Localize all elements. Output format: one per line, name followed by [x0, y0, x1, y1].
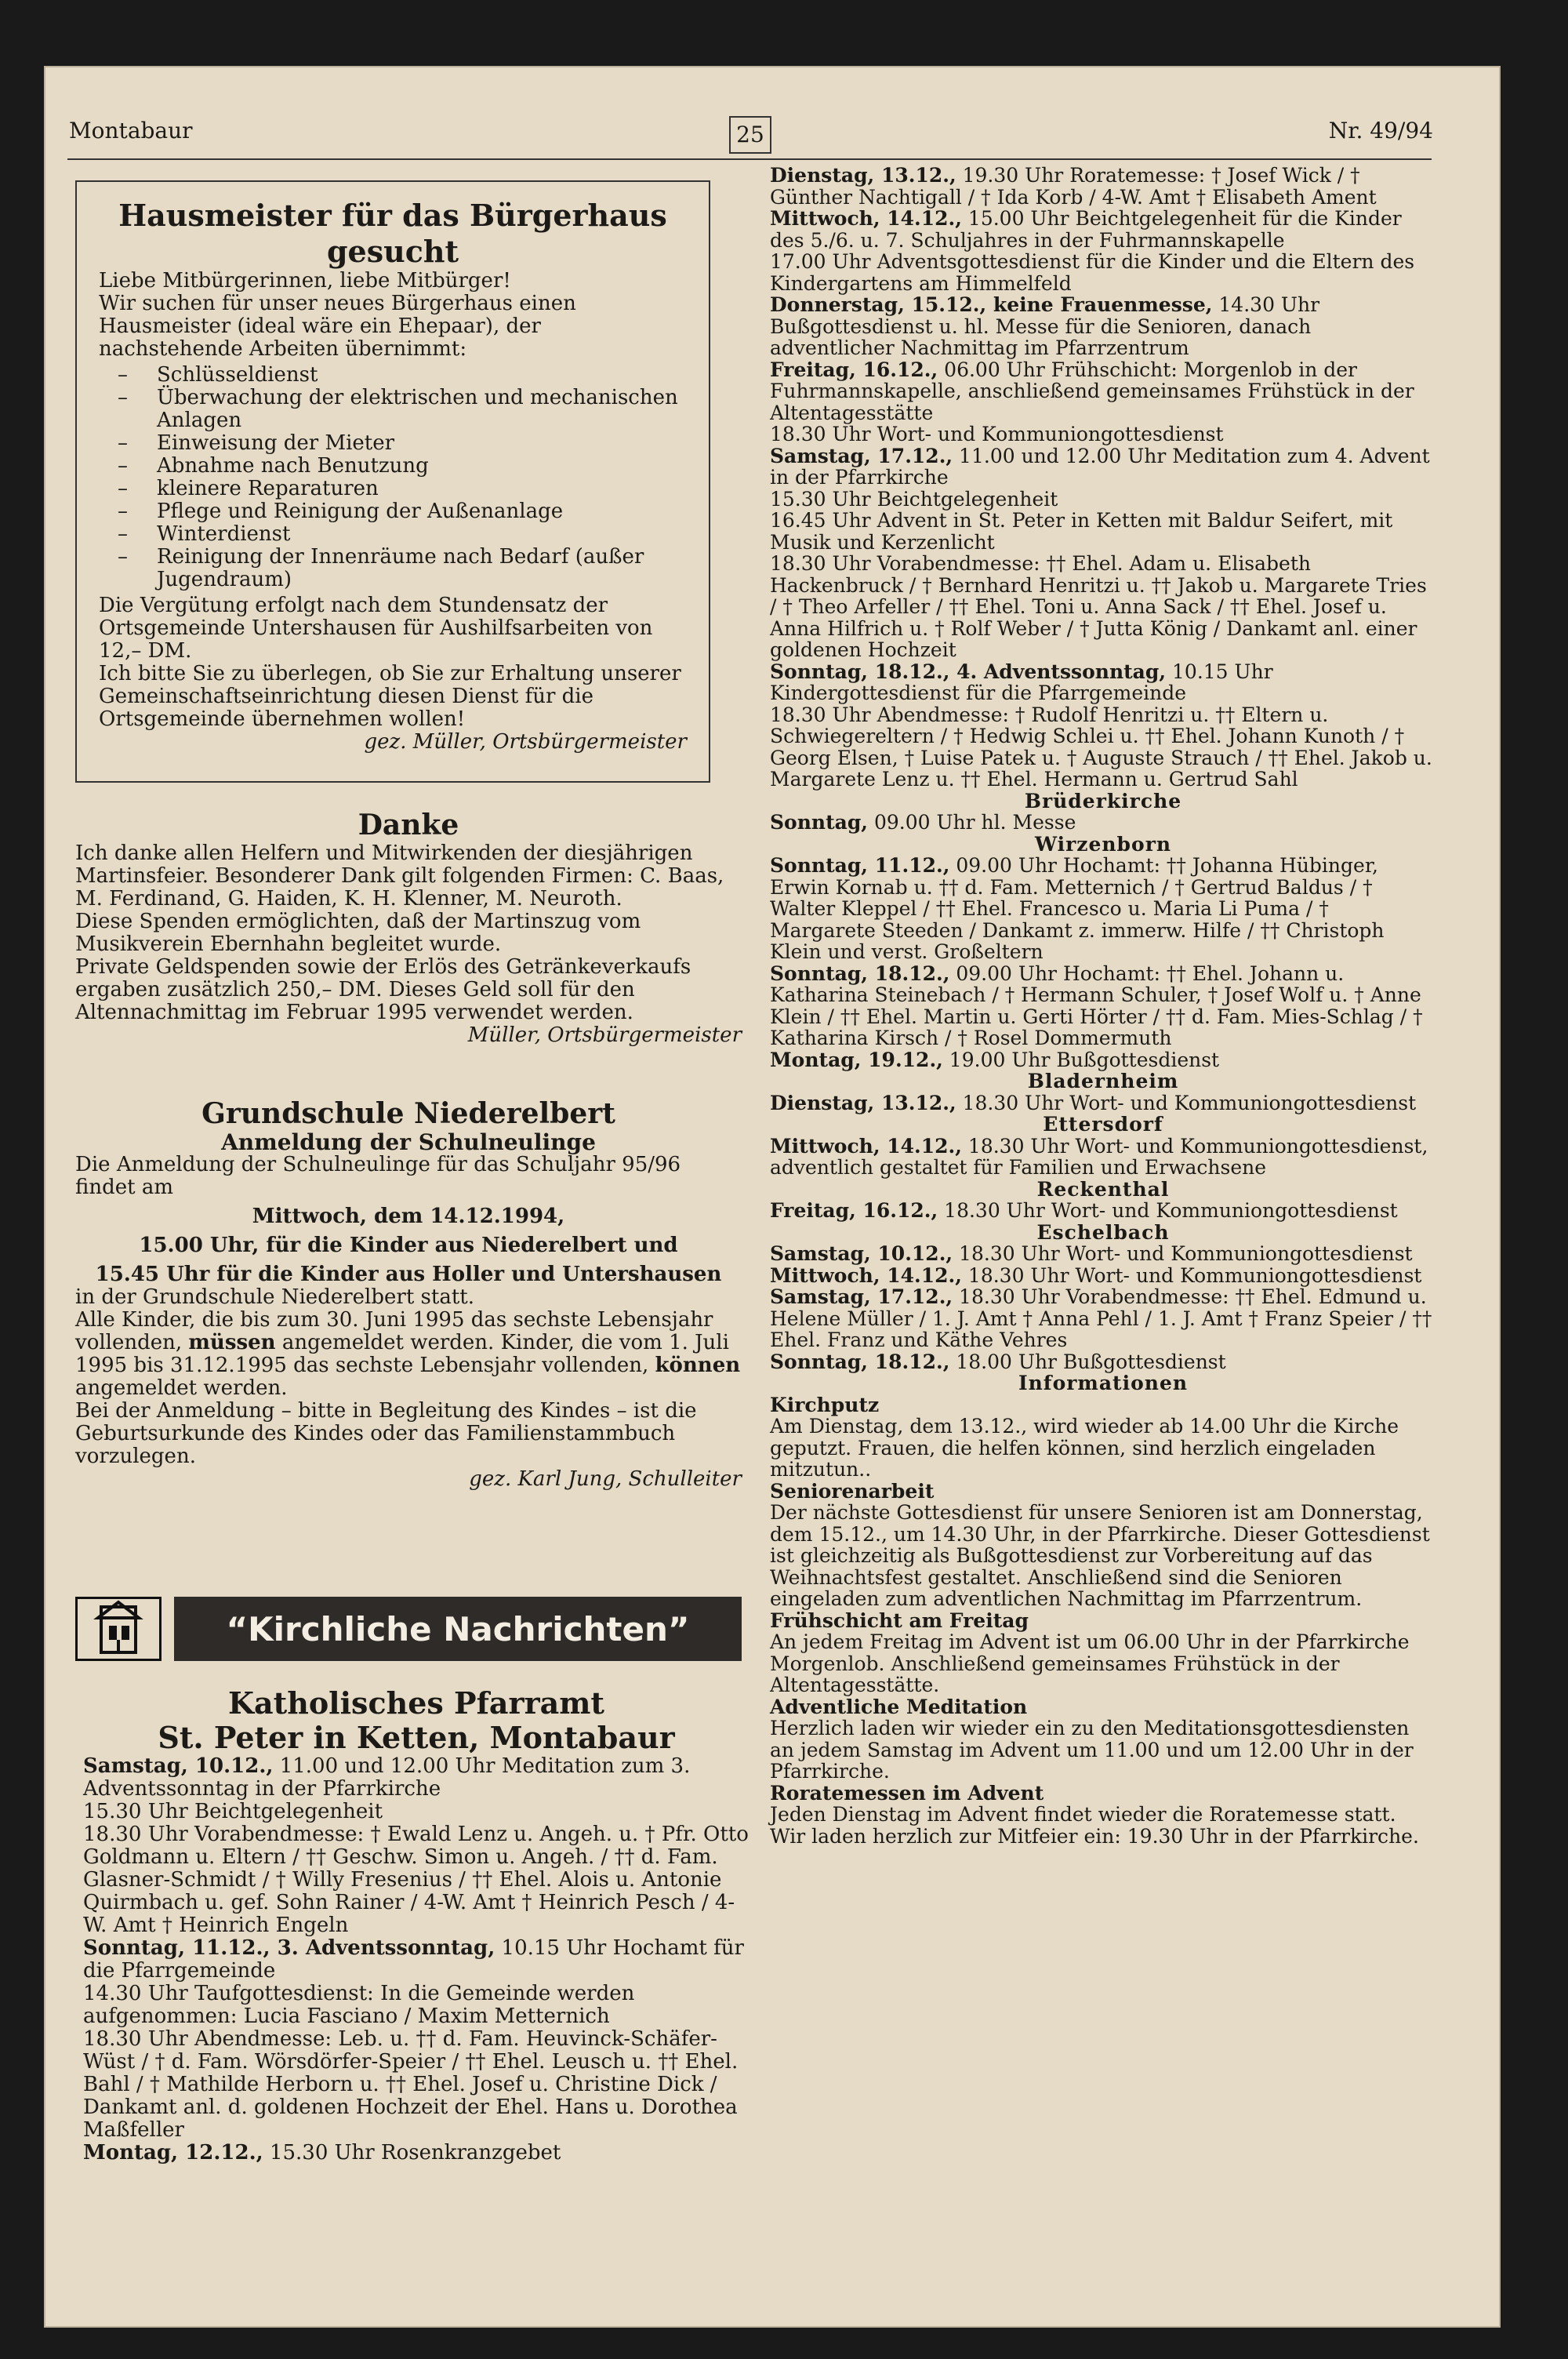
eschelbach-title: Eschelbach — [1036, 1220, 1170, 1244]
danke-signature: Müller, Ortsbürgermeister — [467, 1023, 742, 1047]
service-entry — [83, 1937, 750, 1983]
task-item: – Überwachung der elektrischen und mechanischen Anlagen — [99, 387, 687, 432]
wirzenborn-title: Wirzenborn — [1034, 832, 1172, 856]
task-item: – Abnahme nach Benutzung — [99, 455, 687, 478]
entry-date: Samstag, 10.12., — [770, 1242, 953, 1265]
schule-rule-must: müssen — [188, 1331, 276, 1354]
entry-text: 14.30 Uhr Bußgottesdienst u. hl. Messe für die Senioren, danach adventlicher Nachmittag im Pfarrzentrum — [770, 293, 1320, 359]
service-entry — [770, 855, 1436, 963]
schule-intro: Die Anmeldung der Schulneulinge für das Schuljahr 95/96 findet am — [75, 1153, 681, 1199]
hausmeister-salutation: Liebe Mitbürgerinnen, liebe Mitbürger! — [99, 269, 511, 293]
entry-date: Dienstag, 13.12., — [770, 164, 956, 187]
entry-text: 18.30 Uhr Wort- und Kommuniongottesdienst — [938, 1199, 1398, 1222]
entry-text: 16.45 Uhr Advent in St. Peter in Ketten mit Baldur Seifert, mit Musik und Kerzenlicht — [770, 509, 1393, 554]
entry-date: Samstag, 17.12., — [770, 444, 953, 467]
entry-date: Montag, 12.12., — [83, 2141, 263, 2165]
entry-text: 19.30 Uhr Roratemesse: † Josef Wick / † Günther Nachtigall / † Ida Korb / 4-W. Amt † Elisabeth Ament — [770, 164, 1377, 209]
entry-date: Samstag, 10.12., — [83, 1754, 274, 1778]
entry-date: Sonntag, — [770, 811, 869, 834]
entry-date: Freitag, 16.12., — [770, 1199, 938, 1222]
service-entry — [770, 963, 1436, 1049]
entry-date: Sonntag, 18.12., 4. Adventssonntag, — [770, 660, 1167, 683]
entry-date: Dienstag, 13.12., — [770, 1091, 956, 1114]
entry-text: 18.30 Uhr Wort- und Kommuniongottesdienst, adventlich gestaltet für Familien und Erwachsene — [770, 1134, 1428, 1179]
schule-title: Grundschule Niederelbert — [201, 1097, 615, 1130]
danke-title: Danke — [358, 809, 459, 841]
entry-text: 15.00 Uhr Beichtgelegenheit für die Kinder des 5./6. u. 7. Schuljahres in der Fuhrmannskapelle — [770, 207, 1402, 252]
task-item: – Pflege und Reinigung der Außenanlage — [99, 500, 687, 523]
schule-signature: gez. Karl Jung, Schulleiter — [469, 1467, 742, 1491]
task-item: – Reinigung der Innenräume nach Bedarf (außer Jugendraum) — [99, 546, 687, 591]
entry-date: Mittwoch, 14.12., — [770, 1263, 962, 1287]
service-entry — [770, 1200, 1436, 1222]
schule-time2: 15.45 Uhr für die Kinder aus Holler und Untershausen — [95, 1263, 722, 1286]
brueder-title: Brüderkirche — [1024, 789, 1182, 812]
task-item: – Winterdienst — [99, 523, 687, 546]
task-item: – Einweisung der Mieter — [99, 432, 687, 455]
service-entry — [770, 1092, 1436, 1114]
task-item: – kleinere Reparaturen — [99, 478, 687, 500]
entry-date: Montag, 19.12., — [770, 1048, 943, 1071]
entry-text: 10.15 Uhr Hochamt für die Pfarrgemeinde — [83, 1936, 744, 1983]
bladernheim-title: Bladernheim — [1027, 1070, 1179, 1092]
service-entry — [770, 510, 1436, 553]
service-entry — [770, 359, 1436, 424]
right-column — [770, 165, 1436, 1847]
kirchliche-nachrichten-banner — [75, 1597, 742, 1661]
banner-title: “Kirchliche Nachrichten” — [174, 1597, 742, 1661]
entry-text: 18.30 Uhr Wort- und Kommuniongottesdienst — [961, 1263, 1422, 1287]
info-heading: Frühschicht am Freitag — [770, 1608, 1029, 1632]
hausmeister-title: Hausmeister für das Bürgerhaus gesucht — [118, 198, 667, 269]
service-entry — [83, 2142, 750, 2165]
info-text: Herzlich laden wir wieder ein zu den Meditationsgottesdiensten an jedem Samstag im Advent um 11.00 und um 12.00 Uhr in der Pfarrkirche. — [770, 1717, 1414, 1783]
service-entry — [770, 1351, 1436, 1373]
header-issue: Nr. 49/94 — [1328, 118, 1433, 144]
service-entry — [83, 1823, 750, 1937]
entry-date: Sonntag, 11.12., — [770, 854, 950, 877]
danke-p2: Diese Spenden ermöglichten, daß der Martinszug vom Musikverein Ebernhahn begleitet wurde. — [75, 910, 641, 956]
service-entry — [770, 1265, 1436, 1287]
entry-date: Mittwoch, 14.12., — [770, 207, 962, 230]
header-town: Montabaur — [69, 118, 193, 144]
schule-rule-a: Alle Kinder, die bis zum 30. Juni 1995 das sechste Lebensjahr vollenden, — [75, 1308, 713, 1354]
service-entry — [770, 489, 1436, 511]
entry-text: 09.00 Uhr Hochamt: †† Ehel. Johann u. Katharina Steinebach / † Hermann Schuler, † Josef Wolf u. † Anne Klein / †† Ehel. Martin u. Gerti Hörter / †† d. Fam. Mies-Schlag / † Katharina Kirsch / † Rosel Dommermuth — [770, 961, 1423, 1049]
entry-date: Sonntag, 18.12., — [770, 1350, 950, 1373]
entry-text: 18.30 Uhr Abendmesse: † Rudolf Henritzi u. †† Eltern u. Schwiegereltern / † Hedwig Schlei u. †† Ehel. Johann Kunoth / † Georg Elsen, † Luise Patek u. † Auguste Strauch / †† Ehel. Jakob u. Margarete Lenz u. †† Ehel. Hermann u. Gertrud Sahl — [770, 703, 1432, 791]
service-entry — [770, 812, 1436, 834]
service-entry — [83, 1755, 750, 1801]
schule-rule-can: können — [655, 1354, 741, 1377]
info-text: An jedem Freitag im Advent ist um 06.00 Uhr in der Pfarrkirche Morgenlob. Anschließend gemeinsames Frühstück in der Altentagesstätte. — [770, 1630, 1410, 1696]
service-entry — [770, 704, 1436, 791]
hausmeister-box — [75, 180, 710, 783]
hausmeister-pay: Die Vergütung erfolgt nach dem Stundensatz der Ortsgemeinde Untershausen für Aushilfsarbeiten von 12,– DM. — [99, 594, 653, 663]
info-heading: Adventliche Meditation — [770, 1695, 1028, 1718]
info-heading: Kirchputz — [770, 1393, 880, 1416]
entry-date: Sonntag, 18.12., — [770, 961, 950, 985]
entry-text: 15.30 Uhr Beichtgelegenheit — [83, 1800, 383, 1823]
service-entry — [770, 445, 1436, 489]
pfarramt-title1: Katholisches Pfarramt — [228, 1685, 604, 1721]
entry-text: 19.00 Uhr Bußgottesdienst — [942, 1048, 1220, 1071]
hausmeister-signature: gez. Müller, Ortsbürgermeister — [364, 730, 687, 754]
info-text: Der nächste Gottesdienst für unsere Senioren ist am Donnerstag, dem 15.12., um 14.30 Uhr, in der Pfarrkirche. Dieser Gottesdienst ist gleichzeitig als Bußgottesdienst zur Vorbereitung auf das Weihnachtsfest gestaltet. Anschließend sind die Senioren eingeladen zum adventlichen Nachmittag im Pfarrzentrum. — [770, 1501, 1430, 1610]
service-entry — [770, 661, 1436, 704]
schule-subtitle: Anmeldung der Schulneulinge — [221, 1129, 596, 1155]
service-entry — [770, 553, 1436, 661]
info-text: Jeden Dienstag im Advent findet wieder die Roratemesse statt. Wir laden herzlich zur Mitfeier ein: 19.30 Uhr in der Pfarrkirche. — [770, 1803, 1419, 1848]
entry-text: 18.30 Uhr Vorabendmesse: † Ewald Lenz u. Angeh. u. † Pfr. Otto Goldmann u. Eltern / †† Geschw. Simon u. Angeh. / †† d. Fam. Glasner-Schmidt / † Willy Fresenius / †† Ehel. Alois u. Antonie Quirmbach u. gef. Sohn Rainer / 4-W. Amt † Heinrich Pesch / 4-W. Amt † Heinrich Engeln — [83, 1823, 749, 1937]
entry-text: 18.30 Uhr Wort- und Kommuniongottesdienst — [953, 1242, 1413, 1265]
entry-date: Samstag, 17.12., — [770, 1285, 953, 1308]
schule-rule-c: angemeldet werden. — [75, 1376, 288, 1400]
entry-date: Donnerstag, 15.12., keine Frauenmesse, — [770, 293, 1213, 316]
entry-text: 18.30 Uhr Vorabendmesse: †† Ehel. Edmund u. Helene Müller / 1. J. Amt † Anna Pehl / 1. J. Amt † Franz Speier / †† Ehel. Franz und Käthe Vehres — [770, 1285, 1432, 1351]
entry-text: 15.30 Uhr Rosenkranzgebet — [263, 2141, 561, 2165]
service-entry — [83, 1983, 750, 2028]
ettersdorf-title: Ettersdorf — [1043, 1113, 1163, 1136]
informationen-title: Informationen — [1018, 1372, 1189, 1394]
task-item: – Schlüsseldienst — [99, 364, 687, 387]
task-list — [99, 364, 687, 591]
entry-text: 18.30 Uhr Wort- und Kommuniongottesdienst — [956, 1091, 1417, 1114]
entry-date: Sonntag, 11.12., 3. Adventssonntag, — [83, 1936, 495, 1960]
church-logo-icon — [75, 1597, 162, 1661]
schule-time1: 15.00 Uhr, für die Kinder aus Niederelbert und — [139, 1234, 678, 1257]
service-entry — [770, 165, 1436, 208]
schule-rule-b: angemeldet werden. Kinder, die vom 1. Juli 1995 bis 31.12.1995 das sechste Lebensjahr vollenden, — [75, 1331, 729, 1377]
reckenthal-title: Reckenthal — [1036, 1177, 1170, 1201]
entry-text: 14.30 Uhr Taufgottesdienst: In die Gemeinde werden aufgenommen: Lucia Fasciano / Maxim Metternich — [83, 1982, 635, 2028]
service-entry — [83, 1801, 750, 1823]
schule-docs: Bei der Anmeldung – bitte in Begleitung des Kindes – ist die Geburtsurkunde des Kindes oder das Familienstammbuch vorzulegen. — [75, 1399, 697, 1468]
hausmeister-intro: Wir suchen für unser neues Bürgerhaus einen Hausmeister (ideal wäre ein Ehepaar), der nachstehende Arbeiten übernimmt: — [99, 292, 576, 361]
hausmeister-closing: Ich bitte Sie zu überlegen, ob Sie zur Erhaltung unserer Gemeinschaftseinrichtung diesen Dienst für die Ortsgemeinde übernehmen wollen! — [99, 662, 681, 731]
entry-text: 06.00 Uhr Frühschicht: Morgenlob in der Fuhrmannskapelle, anschließend gemeinsames Frühstück in der Altentagesstätte — [770, 358, 1414, 424]
service-entry — [770, 423, 1436, 445]
schule-place: in der Grundschule Niederelbert statt. — [75, 1285, 474, 1309]
entry-date: Freitag, 16.12., — [770, 358, 938, 381]
pfarramt-left — [83, 1686, 750, 2165]
entry-text: 10.15 Uhr Kindergottesdienst für die Pfarrgemeinde — [770, 660, 1273, 704]
page-number: 25 — [729, 116, 771, 154]
entry-text: 18.00 Uhr Bußgottesdienst — [949, 1350, 1226, 1373]
entry-text: 18.30 Uhr Vorabendmesse: †† Ehel. Adam u. Elisabeth Hackenbruck / † Bernhard Henritzi u. †† Jakob u. Margarete Tries / † Theo Arfeller / †† Ehel. Toni u. Anna Sack / †† Ehel. Josef u. Anna Hilfrich u. † Rolf Weber / † Jutta König / Dankamt anl. einer goldenen Hochzeit — [770, 552, 1427, 661]
entry-text: 17.00 Uhr Adventsgottesdienst für die Kinder und die Eltern des Kindergartens am Himmelfeld — [770, 250, 1415, 295]
service-entry — [770, 251, 1436, 294]
info-text: Am Dienstag, dem 13.12., wird wieder ab 14.00 Uhr die Kirche geputzt. Frauen, die helfen können, sind herzlich eingeladen mitzutun.. — [770, 1415, 1399, 1481]
info-heading: Seniorenarbeit — [770, 1479, 935, 1503]
danke-p3: Private Geldspenden sowie der Erlös des Getränkeverkaufs ergaben zusätzlich 250,– DM. Dieses Geld soll für den Altennachmittag im Februar 1995 verwendet werden. — [75, 955, 691, 1024]
pfarramt-title2: St. Peter in Ketten, Montabaur — [158, 1720, 675, 1755]
entry-text: 09.00 Uhr hl. Messe — [868, 811, 1076, 834]
service-entry — [770, 1286, 1436, 1351]
entry-text: 15.30 Uhr Beichtgelegenheit — [770, 487, 1058, 511]
service-entry — [83, 2028, 750, 2142]
schule-date: Mittwoch, dem 14.12.1994, — [252, 1205, 565, 1228]
schule-rule — [75, 1309, 742, 1400]
service-entry — [770, 1136, 1436, 1179]
service-entry — [770, 1049, 1436, 1071]
service-entry — [770, 294, 1436, 359]
entry-text: 11.00 und 12.00 Uhr Meditation zum 3. Adventssonntag in der Pfarrkirche — [83, 1754, 691, 1801]
service-entry — [770, 208, 1436, 251]
entry-text: 18.30 Uhr Abendmesse: Leb. u. †† d. Fam. Heuvinck-Schäfer-Wüst / † d. Fam. Wörsdörfer-Speier / †† Ehel. Leusch u. †† Ehel. Bahl / † Mathilde Herborn u. †† Ehel. Josef u. Christine Dick / Dankamt anl. d. goldenen Hochzeit der Ehel. Hans u. Dorothea Maßfeller — [83, 2027, 739, 2142]
schule-section — [75, 1096, 742, 1491]
entry-date: Mittwoch, 14.12., — [770, 1134, 962, 1158]
danke-section — [75, 808, 742, 1047]
left-entries — [83, 1755, 750, 2165]
header-rule — [67, 158, 1432, 160]
entry-text: 18.30 Uhr Wort- und Kommuniongottesdienst — [770, 423, 1224, 445]
info-heading: Roratemessen im Advent — [770, 1781, 1044, 1805]
entry-text: 09.00 Uhr Hochamt: †† Johanna Hübinger, Erwin Kornab u. †† d. Fam. Metternich / † Gertrud Baldus / † Walter Kleppel / †† Ehel. Francesco u. Maria Li Puma / † Margarete Steeden / Dankamt z. immerw. Hilfe / †† Christoph Klein und verst. Großeltern — [770, 854, 1385, 963]
service-entry — [770, 1243, 1436, 1265]
danke-p1: Ich danke allen Helfern und Mitwirkenden der diesjährigen Martinsfeier. Besonderer Dank gilt folgenden Firmen: C. Baas, M. Ferdinand, G. Haiden, K. H. Klenner, M. Neuroth. — [75, 841, 724, 911]
entry-text: 11.00 und 12.00 Uhr Meditation zum 4. Advent in der Pfarrkirche — [770, 444, 1430, 489]
